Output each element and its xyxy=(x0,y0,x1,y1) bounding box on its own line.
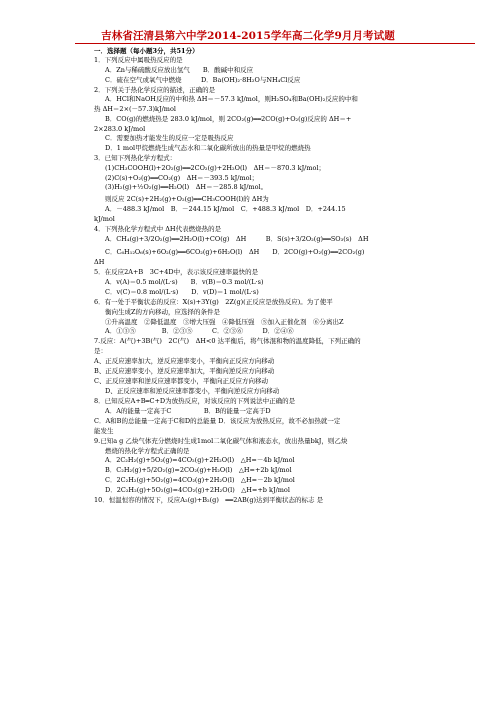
text-line: 8．已知反应A+B═C+D为放热反应，对该反应的下列说法中正确的是 xyxy=(94,397,296,405)
text-line: ①升高温度 ②降低温度 ③增大压强 ④降低压强 ⑤加入正催化剂 ⑥分离出Z xyxy=(105,318,344,326)
title-underline xyxy=(75,43,475,44)
text-line: 4．下列热化学方程式中 ΔH代表燃烧热的是 xyxy=(94,225,222,233)
text-line: 能发生 xyxy=(94,427,114,435)
text-line: 燃烧的热化学方程式正确的是 xyxy=(105,447,190,455)
text-line: C．v(C)＝0.8 mol/(L·s) D．v(D)＝1 mol/(L·s) xyxy=(105,288,259,296)
text-line: (2)C(s)+O₂(g)══CO₂(g) ΔH＝－393.5 kJ/mol； xyxy=(105,174,259,182)
text-line: A、正反应速率加大，逆反应速率变小，平衡向正反应方向移动 xyxy=(94,357,275,365)
text-line: (3)H₂(g)+½O₂(g)══H₂O(l) ΔH＝－285.8 kJ/mol。 xyxy=(105,183,268,191)
text-line: 7.反应：A(气)+3B(气) 2C(气) ΔH<0 达平衡后，将气体混和物的温度降低，下列正确的 xyxy=(94,337,361,345)
text-line: 则反应 2C(s)+2H₂(g)+O₂(g)══CH₃COOH(l)的 ΔH为 xyxy=(105,195,269,203)
text-line: kJ/mol xyxy=(94,215,115,223)
text-line: A．2C₂H₂(g)+5O₂(g)=4CO₂(g)+2H₂O(l) △H=－4b kJ/mol xyxy=(105,456,295,464)
text-line: C．C₆H₁₂O₆(s)+6O₂(g)══6CO₂(g)+6H₂O(l) ΔH D．2CO(g)+O₂(g)══2CO₂(g) xyxy=(105,248,365,256)
text-line: D．2C₂H₂(g)+5O₂(g)=4CO₂(g)+2H₂O(l) △H=+b kJ/mol xyxy=(105,486,290,494)
text-line: D．1 mol甲烷燃烧生成气态水和二氧化碳所放出的热量是甲烷的燃烧热 xyxy=(105,144,311,152)
text-line: 3．已知下列热化学方程式： xyxy=(94,154,177,162)
text-line: 2×283.0 kJ/mol xyxy=(94,125,146,133)
text-line: A．CH₄(g)+3/2O₂(g)══2H₂O(l)+CO(g) ΔH B．S(s)+3/2O₂(g)══SO₃(s) ΔH xyxy=(105,235,369,243)
text-line: A．HCl和NaOH反应的中和热 ΔH＝－57.3 kJ/mol，则H₂SO₄和Ba(OH)₂反应的中和 xyxy=(105,95,358,103)
text-line: A．－488.3 kJ/mol B．－244.15 kJ/mol C．+488.3 kJ/mol D．+244.15 xyxy=(105,205,346,213)
text-line: 热 ΔH＝2×(－57.3)kJ/mol xyxy=(94,105,176,113)
text-line: 5．在反应2A+B 3C+4D中，表示该反应速率最快的是 xyxy=(94,268,259,276)
text-line: A．v(A)＝0.5 mol/(L·s) B．v(B)＝0.3 mol/(L·s) xyxy=(105,278,264,286)
text-line: 9.已知a g 乙炔气体充分燃烧时生成1mol二氧化碳气体和液态水，放出热量bkJ，则乙炔 xyxy=(94,437,348,445)
text-line: 衡向生成Z的方向移动，应选择的条件是 xyxy=(105,308,221,316)
text-line: C、正反应速率和逆反应速率都变小，平衡向正反应方向移动 xyxy=(94,377,268,385)
page-title: 吉林省汪清县第六中学2014-2015学年高二化学9月月考试题 xyxy=(101,30,395,42)
text-line: C．需要加热才能发生的反应一定是吸热反应 xyxy=(105,134,234,142)
text-line: 10．恒温恒容的情况下，反应A₂(g)+B₂(g) ══2AB(g)达到平衡状态的标志 是 xyxy=(94,496,324,504)
text-line: ΔH xyxy=(94,258,105,266)
text-line: B．C₂H₂(g)+5/2O₂(g)=2CO₂(g)+H₂O(l) △H=+2b kJ/mol xyxy=(105,466,292,474)
text-line: 一．选择题（每小题3分，共51分） xyxy=(94,47,199,55)
text-line: B、正反应速率变小，逆反应速率加大，平衡向逆反应方向移动 xyxy=(94,367,275,375)
text-line: (1)CH₃COOH(l)+2O₂(g)══2CO₂(g)+2H₂O(l) ΔH＝－870.3 kJ/mol； xyxy=(105,164,326,172)
text-line: A．Zn与稀硫酸反应放出氢气 B．酸碱中和反应 xyxy=(105,66,254,74)
text-line: C．硫在空气或氧气中燃烧 D．Ba(OH)₂·8H₂O与NH₄Cl反应 xyxy=(105,76,301,84)
text-line: B．CO(g)的燃烧热是 283.0 kJ/mol，则 2CO₂(g)══2CO(g)+O₂(g)反应的 ΔH＝+ xyxy=(105,115,352,123)
text-line: A．A的能量一定高于C B．B的能量一定高于D xyxy=(105,407,271,415)
text-line: 6．有一处于平衡状态的反应：X(s)+3Y(g) 2Z(g)(正反应是放热反应)。为了使平 xyxy=(94,298,333,306)
text-line: 1．下列反应中属吸热反应的是 xyxy=(94,56,183,64)
text-line: 2．下列关于热化学反应的描述，正确的是 xyxy=(94,86,216,94)
text-line: 是： xyxy=(94,347,107,355)
text-line: C．2C₂H₂(g)+5O₂(g)=4CO₂(g)+2H₂O(l) △H=－2b kJ/mol xyxy=(105,476,295,484)
text-line: A．①③⑤ B．②③⑤ C．②③⑥ D．②④⑥ xyxy=(105,327,294,335)
text-line: D、正反应速率和逆反应速率都变小，平衡向逆反应方向移动 xyxy=(105,387,280,395)
text-line: C．A和B的总能量一定高于C和D的总能量 D．该反应为放热反应，故不必加热就一定 xyxy=(94,417,341,425)
